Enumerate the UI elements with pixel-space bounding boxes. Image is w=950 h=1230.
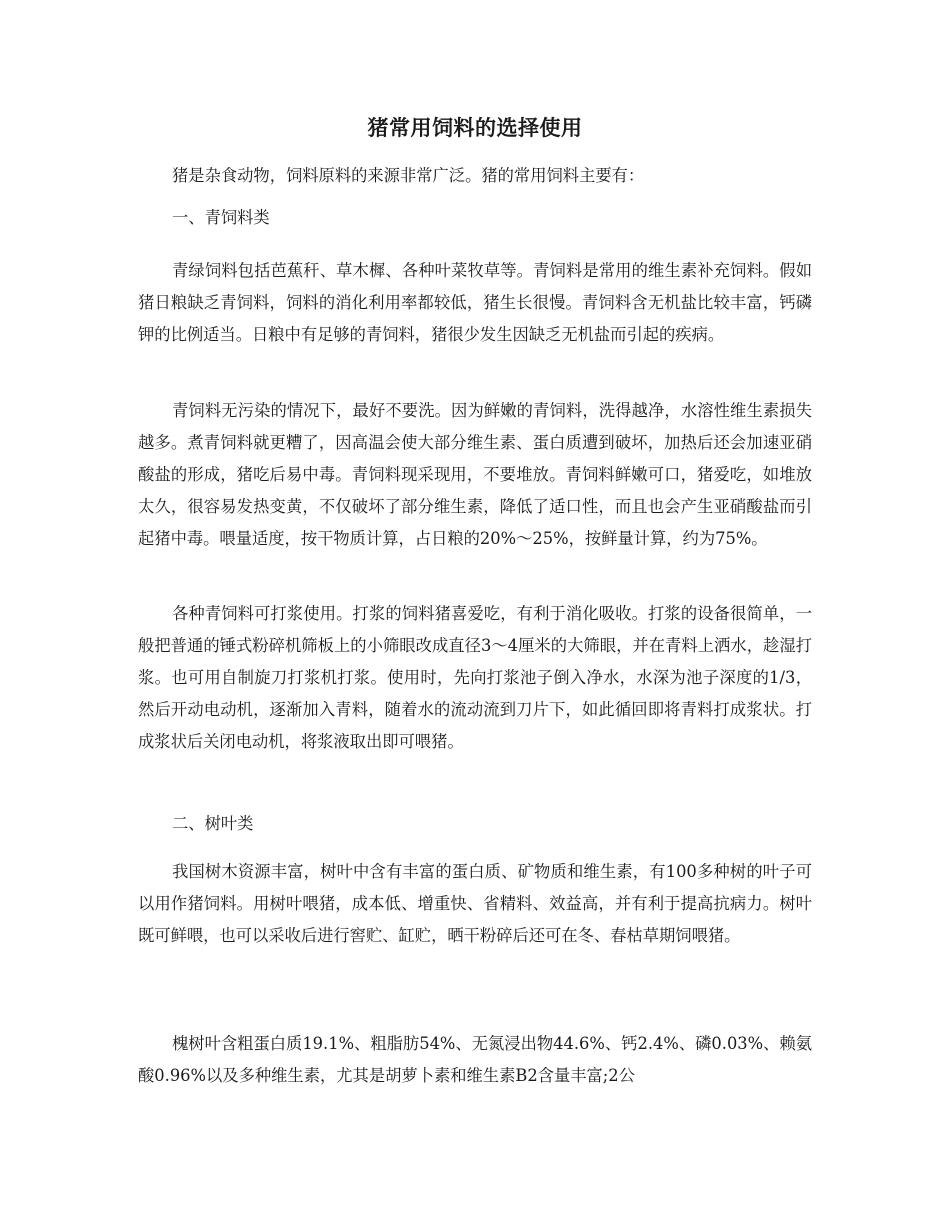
section-heading-tree-leaves: 二、树叶类 [172,814,254,833]
paragraph-pulping: 各种青饲料可打浆使用。打浆的饲料猪喜爱吃，有利于消化吸收。打浆的设备很简单，一般把普通的锤式粉碎机筛板上的小筛眼改成直径3～4厘米的大筛眼，并在青料上洒水，趁湿打浆。也可用自制旋刀打浆机打浆。使用时，先向打浆池子倒入净水，水深为池子深度的1/3，然后开动电动机，逐渐加入青料，随着水的流动流到刀片下，如此循回即将青料打成浆状。打成浆状后关闭电动机，将浆液取出即可喂猪。 [138,604,812,751]
paragraph-green-fodder-handling: 青饲料无污染的情况下，最好不要洗。因为鲜嫩的青饲料，洗得越净，水溶性维生素损失越多。煮青饲料就更糟了，因高温会使大部分维生素、蛋白质遭到破坏，加热后还会加速亚硝酸盐的形成，猪吃后易中毒。青饲料现采现用，不要堆放。青饲料鲜嫩可口，猪爱吃，如堆放太久，很容易发热变黄，不仅破坏了部分维生素，降低了适口性，而且也会产生亚硝酸盐而引起猪中毒。喂量适度，按干物质计算，占日粮的20%～25%，按鲜量计算，约为75%。 [138,401,812,548]
paragraph-green-fodder-overview: 青绿饲料包括芭蕉秆、草木樨、各种叶菜牧草等。青饲料是常用的维生素补充饲料。假如猪日粮缺乏青饲料，饲料的消化利用率都较低，猪生长很慢。青饲料含无机盐比较丰富，钙磷钾的比例适当。日粮中有足够的青饲料，猪很少发生因缺乏无机盐而引起的疾病。 [138,261,812,344]
section-heading-green-fodder: 一、青饲料类 [172,208,270,227]
document-title: 猪常用饲料的选择使用 [367,115,583,140]
paragraph-locust-leaves: 槐树叶含粗蛋白质19.1%、粗脂肪54%、无氮浸出物44.6%、钙2.4%、磷0.03%、赖氨酸0.96%以及多种维生素，尤其是胡萝卜素和维生素B2含量丰富;2公 [138,1034,812,1085]
intro-paragraph: 猪是杂食动物，饲料原料的来源非常广泛。猪的常用饲料主要有： [172,166,645,185]
paragraph-tree-leaves: 我国树木资源丰富，树叶中含有丰富的蛋白质、矿物质和维生素，有100多种树的叶子可以用作猪饲料。用树叶喂猪，成本低、增重快、省精料、效益高，并有利于提高抗病力。树叶既可鲜喂，也可以采收后进行窖贮、缸贮，晒干粉碎后还可在冬、春枯草期饲喂猪。 [138,862,812,945]
